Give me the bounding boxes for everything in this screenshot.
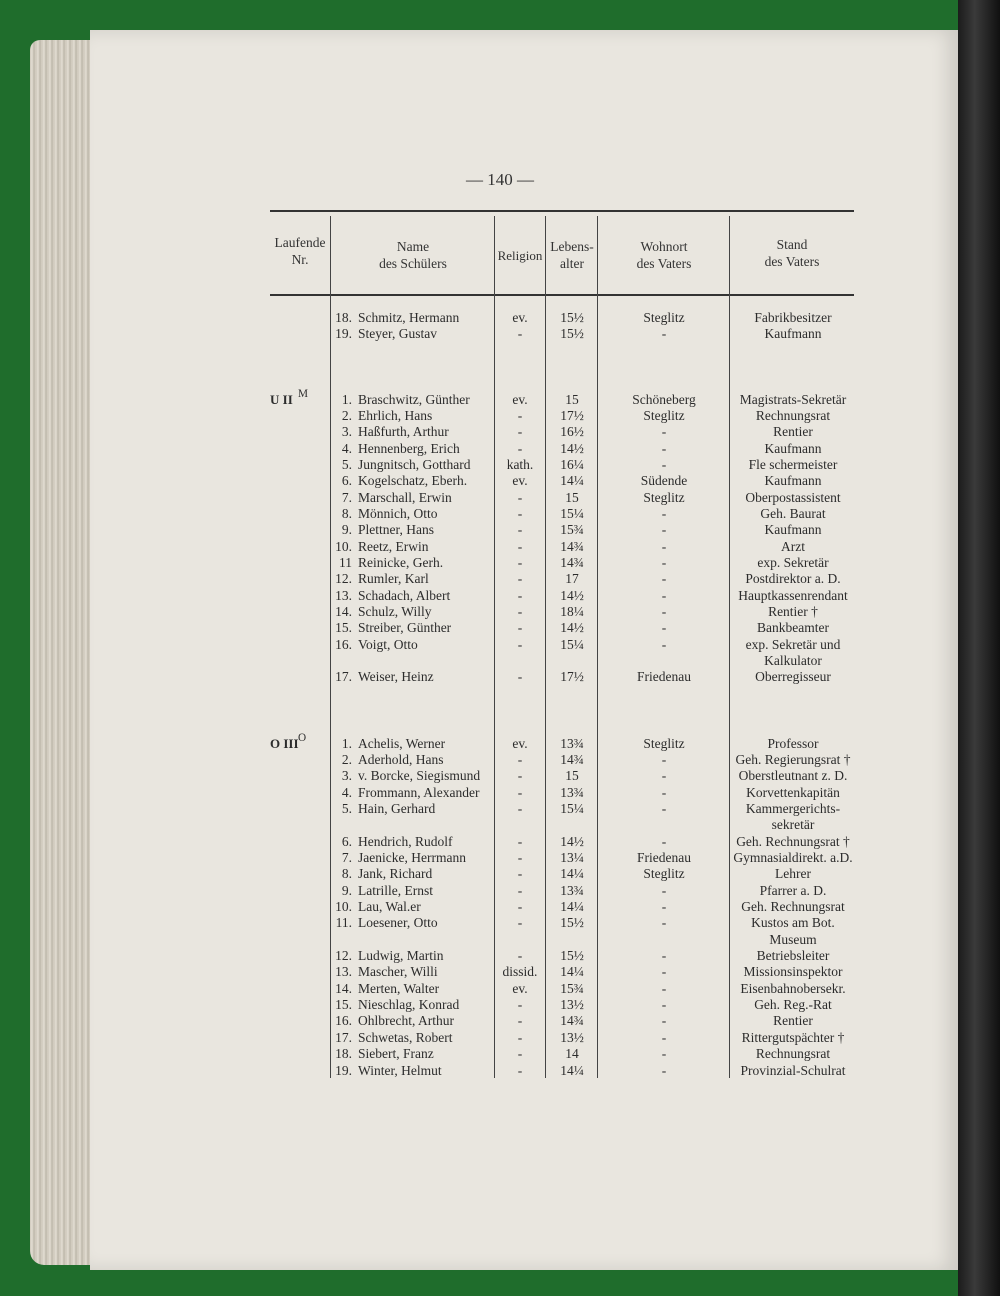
- cell-occupation: Lehrer: [775, 866, 811, 882]
- cell-religion: -: [517, 604, 523, 620]
- cell-name: Jaenicke, Herrmann: [358, 849, 466, 865]
- cell-residence: -: [661, 948, 667, 964]
- table-top-rule: [270, 210, 854, 212]
- cell-occupation: Fabrikbesitzer: [754, 310, 832, 325]
- table-row: [270, 1063, 854, 1080]
- cell-occupation: Pfarrer a. D.: [759, 882, 827, 898]
- header-religion: Religion: [497, 248, 543, 263]
- cell-age: 15: [565, 489, 579, 505]
- cell-name: Mascher, Willi: [358, 964, 438, 980]
- cell-nr: 9.: [341, 882, 352, 898]
- cell-nr: 1.: [341, 391, 352, 407]
- cell-residence: -: [661, 636, 667, 652]
- cell-nr: 18.: [335, 310, 352, 325]
- cell-residence: -: [661, 1046, 667, 1062]
- cell-age: 14½: [560, 587, 584, 603]
- table-row: [270, 588, 854, 605]
- cell-residence: -: [661, 800, 667, 816]
- cell-nr: 18.: [335, 1046, 352, 1062]
- table-row: [270, 457, 854, 474]
- cell-name: Ehrlich, Hans: [358, 407, 433, 423]
- cell-residence: -: [661, 915, 667, 931]
- cell-religion: -: [517, 882, 523, 898]
- cell-nr: 11: [339, 555, 352, 570]
- cell-age: 15: [565, 391, 579, 407]
- cell-name: Ohlbrecht, Arthur: [358, 1013, 454, 1029]
- cell-nr: 10.: [335, 899, 352, 914]
- cell-name: Schadach, Albert: [358, 587, 451, 603]
- cell-residence: -: [661, 604, 667, 620]
- cell-name: Hennenberg, Erich: [358, 440, 460, 456]
- table-row: [270, 866, 854, 883]
- cell-age: 14½: [560, 620, 584, 636]
- cell-religion: -: [517, 636, 523, 652]
- cell-religion: -: [517, 505, 523, 521]
- cell-age: 16½: [560, 424, 584, 440]
- cell-residence: -: [661, 784, 667, 800]
- cell-nr: 15.: [335, 620, 352, 636]
- table-row: [270, 506, 854, 523]
- table-row: [270, 604, 854, 621]
- cell-religion: -: [517, 1029, 523, 1045]
- table-row: [270, 817, 854, 834]
- cell-nr: 5.: [341, 800, 352, 816]
- cell-age: 13½: [560, 997, 584, 1013]
- cell-age: 17½: [560, 407, 584, 423]
- table-row: [270, 669, 854, 686]
- cell-age: 15: [565, 768, 579, 784]
- cell-religion: -: [517, 751, 523, 767]
- cell-age: 15¼: [560, 505, 584, 521]
- cell-residence: -: [661, 440, 667, 456]
- table-row: [270, 408, 854, 425]
- cell-residence: -: [661, 1062, 667, 1078]
- cell-residence: -: [661, 571, 667, 587]
- cell-occupation: Kaufmann: [764, 522, 822, 538]
- cell-nr: 11.: [335, 915, 352, 931]
- cell-nr: 2.: [341, 407, 352, 423]
- cell-nr: 15.: [335, 997, 352, 1013]
- cell-name: Steyer, Gustav: [358, 326, 437, 342]
- cell-nr: 17.: [335, 1029, 352, 1045]
- cell-occupation: Fle schermeister: [748, 456, 838, 472]
- table-row: [270, 571, 854, 588]
- cell-religion: -: [517, 833, 523, 849]
- cell-residence: Steglitz: [643, 489, 685, 505]
- cell-religion: -: [517, 915, 523, 931]
- cell-occupation: Betriebsleiter: [756, 948, 830, 964]
- cell-residence: -: [661, 899, 667, 914]
- cell-occupation: exp. Sekretär: [757, 555, 829, 570]
- table-row: [270, 424, 854, 441]
- cell-occupation: Hauptkassenrendant: [738, 587, 848, 603]
- cell-residence: -: [661, 522, 667, 538]
- cell-name: Hain, Gerhard: [358, 800, 436, 816]
- cell-name: Aderhold, Hans: [358, 751, 444, 767]
- cell-occupation: Oberpostassistent: [745, 489, 841, 505]
- cell-religion: dissid.: [502, 964, 538, 980]
- cell-occupation: Museum: [769, 931, 817, 947]
- table-row: [270, 555, 854, 572]
- cell-age: 13¼: [560, 849, 584, 865]
- table-row: [270, 522, 854, 539]
- cell-occupation: Provinzial-Schulrat: [740, 1062, 846, 1078]
- cell-nr: 8.: [341, 866, 352, 882]
- cell-age: 15¾: [560, 522, 584, 538]
- cell-name: Loesener, Otto: [358, 915, 438, 931]
- cell-nr: 19.: [335, 326, 352, 342]
- cell-age: 15½: [560, 915, 584, 931]
- cell-religion: -: [517, 1046, 523, 1062]
- student-table: [270, 210, 854, 1080]
- cell-age: 15½: [560, 948, 584, 964]
- table-row: [270, 964, 854, 981]
- cell-religion: ev.: [512, 980, 528, 996]
- cell-nr: 3.: [341, 768, 352, 784]
- table-header-rule: [270, 294, 854, 296]
- table-row: [270, 768, 854, 785]
- cell-nr: 12.: [335, 571, 352, 587]
- cell-occupation: Geh. Baurat: [760, 505, 826, 521]
- cell-occupation: Geh. Reg.-Rat: [754, 997, 832, 1013]
- cell-religion: kath.: [506, 456, 534, 472]
- table-row: [270, 752, 854, 769]
- cell-age: 14¼: [560, 473, 584, 489]
- cell-religion: -: [517, 1013, 523, 1029]
- cell-religion: -: [517, 489, 523, 505]
- cell-nr: 9.: [341, 522, 352, 538]
- cell-age: 13¾: [560, 784, 584, 800]
- cell-age: 14½: [560, 440, 584, 456]
- cell-religion: -: [517, 800, 523, 816]
- cell-occupation: Arzt: [781, 538, 805, 554]
- cell-nr: 14.: [335, 980, 352, 996]
- cell-age: 18¼: [560, 604, 584, 620]
- cell-name: Merten, Walter: [358, 980, 440, 996]
- header-nr: Laufende Nr.: [274, 235, 326, 267]
- cell-religion: -: [517, 587, 523, 603]
- cell-occupation: Kaufmann: [764, 440, 822, 456]
- cell-nr: 4.: [341, 784, 352, 800]
- cell-religion: ev.: [512, 735, 528, 751]
- cell-occupation: Postdirektor a. D.: [745, 571, 841, 587]
- cell-age: 15½: [560, 310, 584, 325]
- cell-name: Winter, Helmut: [358, 1062, 442, 1078]
- cell-name: Schulz, Willy: [358, 604, 432, 620]
- class-name: U II: [270, 391, 293, 407]
- table-row: [270, 981, 854, 998]
- cell-name: v. Borcke, Siegismund: [358, 768, 481, 784]
- cell-age: 13½: [560, 1029, 584, 1045]
- cell-nr: 4.: [341, 440, 352, 456]
- page-number: — 140 —: [466, 170, 534, 189]
- table-row: [270, 883, 854, 900]
- cell-nr: 7.: [341, 489, 352, 505]
- cell-nr: 12.: [335, 948, 352, 964]
- cell-religion: -: [517, 407, 523, 423]
- cell-name: Braschwitz, Günther: [358, 391, 470, 407]
- cell-occupation: Rentier: [773, 1013, 813, 1029]
- cell-religion: -: [517, 948, 523, 964]
- cell-name: Weiser, Heinz: [358, 669, 434, 685]
- cell-religion: -: [517, 997, 523, 1013]
- cell-religion: -: [517, 555, 523, 570]
- cell-residence: Steglitz: [643, 407, 685, 423]
- table-row: [270, 653, 854, 670]
- cell-occupation: Rechnungsrat: [755, 407, 831, 423]
- cell-occupation: Rittergutspächter †: [741, 1029, 845, 1045]
- table-row: [270, 948, 854, 965]
- cell-residence: -: [661, 833, 667, 849]
- cell-age: 15¼: [560, 800, 584, 816]
- header-residence: Wohnort des Vaters: [636, 239, 692, 271]
- cell-religion: -: [517, 424, 523, 440]
- cell-name: Latrille, Ernst: [358, 882, 433, 898]
- cell-age: 14½: [560, 833, 584, 849]
- cell-residence: -: [661, 555, 667, 570]
- cell-religion: -: [517, 440, 523, 456]
- cell-nr: 17.: [335, 669, 352, 685]
- cell-age: 17: [565, 571, 579, 587]
- table-row: [270, 899, 854, 916]
- table-row: [270, 915, 854, 932]
- cell-residence: Friedenau: [637, 849, 691, 865]
- cell-name: Jank, Richard: [358, 866, 433, 882]
- cell-occupation: Geh. Rechnungsrat: [741, 899, 845, 914]
- cell-nr: 2.: [341, 751, 352, 767]
- cell-name: Ludwig, Martin: [358, 948, 444, 964]
- cell-age: 14¾: [560, 538, 584, 554]
- table-row: [270, 801, 854, 818]
- cell-occupation: Rechnungsrat: [755, 1046, 831, 1062]
- cell-occupation: Kammergerichts-: [745, 800, 841, 816]
- cell-occupation: Rentier: [773, 424, 813, 440]
- cell-religion: -: [517, 326, 523, 342]
- cell-age: 14¼: [560, 866, 584, 882]
- cell-religion: -: [517, 899, 523, 914]
- cell-residence: -: [661, 768, 667, 784]
- cell-residence: Friedenau: [637, 669, 691, 685]
- cell-name: Achelis, Werner: [358, 735, 446, 751]
- cell-nr: 3.: [341, 424, 352, 440]
- table-row: [270, 1030, 854, 1047]
- cell-religion: -: [517, 768, 523, 784]
- cell-nr: 13.: [335, 587, 352, 603]
- cell-name: Marschall, Erwin: [358, 489, 452, 505]
- adjacent-page-edge: [958, 0, 1000, 1296]
- cell-name: Frommann, Alexander: [358, 784, 480, 800]
- cell-nr: 19.: [335, 1062, 352, 1078]
- cell-nr: 14.: [335, 604, 352, 620]
- cell-residence: Steglitz: [643, 735, 685, 751]
- cell-residence: Schöneberg: [632, 391, 696, 407]
- cell-name: Kogelschatz, Eberh.: [358, 473, 468, 489]
- cell-name: Hendrich, Rudolf: [358, 833, 453, 849]
- cell-religion: ev.: [512, 310, 528, 325]
- cell-occupation: Kaufmann: [764, 473, 822, 489]
- cell-residence: -: [661, 620, 667, 636]
- cell-occupation: exp. Sekretär und: [745, 636, 841, 652]
- cell-age: 13¾: [560, 882, 584, 898]
- table-row: [270, 785, 854, 802]
- cell-occupation: Missionsinspektor: [743, 964, 843, 980]
- cell-name: Plettner, Hans: [358, 522, 434, 538]
- cell-occupation: Kaufmann: [764, 326, 822, 342]
- cell-name: Lau, Wal.er: [358, 899, 421, 914]
- cell-nr: 5.: [341, 456, 352, 472]
- cell-residence: -: [661, 538, 667, 554]
- cell-religion: -: [517, 866, 523, 882]
- table-row: [270, 539, 854, 556]
- cell-residence: Südende: [640, 473, 688, 489]
- cell-residence: -: [661, 1029, 667, 1045]
- cell-occupation: Eisenbahnobersekr.: [740, 980, 846, 996]
- cell-nr: 8.: [341, 505, 352, 521]
- cell-occupation: Professor: [767, 735, 819, 751]
- cell-religion: -: [517, 669, 523, 685]
- cell-name: Streiber, Günther: [358, 620, 452, 636]
- cell-age: 15¼: [560, 636, 584, 652]
- table-row: [270, 1046, 854, 1063]
- cell-religion: -: [517, 571, 523, 587]
- cell-occupation: Oberregisseur: [755, 669, 831, 685]
- cell-religion: -: [517, 784, 523, 800]
- cell-religion: -: [517, 849, 523, 865]
- cell-residence: -: [661, 997, 667, 1013]
- cell-age: 14¼: [560, 899, 584, 914]
- cell-name: Haßfurth, Arthur: [358, 424, 449, 440]
- cell-nr: 6.: [341, 833, 352, 849]
- table-row: [270, 473, 854, 490]
- cell-name: Nieschlag, Konrad: [358, 997, 460, 1013]
- cell-religion: -: [517, 538, 523, 554]
- cell-religion: -: [517, 1062, 523, 1078]
- cell-residence: Steglitz: [643, 310, 685, 325]
- cell-occupation: Geh. Regierungsrat †: [735, 751, 851, 767]
- cell-religion: ev.: [512, 473, 528, 489]
- table-row: [270, 1013, 854, 1030]
- table-row: [270, 392, 854, 409]
- cell-residence: -: [661, 587, 667, 603]
- header-age: Lebens- alter: [550, 239, 594, 271]
- cell-name: Schwetas, Robert: [358, 1029, 453, 1045]
- cell-residence: -: [661, 505, 667, 521]
- cell-occupation: Kustos am Bot.: [751, 915, 835, 931]
- cell-religion: -: [517, 522, 523, 538]
- cell-age: 14¼: [560, 964, 584, 980]
- table-row: [270, 326, 854, 343]
- cell-residence: -: [661, 751, 667, 767]
- class-superscript: M: [298, 387, 309, 400]
- cell-nr: 7.: [341, 849, 352, 865]
- cell-nr: 1.: [341, 735, 352, 751]
- cell-age: 15½: [560, 326, 584, 342]
- cell-name: Schmitz, Hermann: [358, 310, 460, 325]
- cell-age: 13¾: [560, 735, 584, 751]
- cell-age: 14¾: [560, 1013, 584, 1029]
- table-row: [270, 620, 854, 637]
- cell-occupation: Oberstleutnant z. D.: [738, 768, 848, 784]
- cell-occupation: sekretär: [771, 817, 815, 833]
- header-occupation: Stand des Vaters: [764, 237, 820, 269]
- cell-occupation: Geh. Rechnungsrat †: [736, 833, 850, 849]
- cell-age: 17½: [560, 669, 584, 685]
- cell-name: Jungnitsch, Gotthard: [358, 456, 471, 472]
- cell-religion: ev.: [512, 391, 528, 407]
- cell-residence: -: [661, 326, 667, 342]
- table-row: [270, 997, 854, 1014]
- cell-residence: -: [661, 882, 667, 898]
- cell-name: Reetz, Erwin: [358, 538, 429, 554]
- cell-nr: 16.: [335, 636, 352, 652]
- cell-occupation: Rentier †: [768, 604, 818, 620]
- cell-occupation: Gymnasialdirekt. a.D.: [733, 849, 853, 865]
- cell-nr: 6.: [341, 473, 352, 489]
- table-row: [270, 932, 854, 949]
- cell-occupation: Korvettenkapitän: [746, 784, 840, 800]
- class-superscript: O: [298, 731, 307, 744]
- cell-name: Voigt, Otto: [358, 636, 418, 652]
- cell-nr: 10.: [335, 538, 352, 554]
- cell-age: 14¾: [560, 555, 584, 570]
- cell-age: 16¼: [560, 456, 584, 472]
- cell-age: 14¼: [560, 1062, 584, 1078]
- cell-occupation: Bankbeamter: [757, 620, 829, 636]
- table-row: [270, 834, 854, 851]
- table-row: [270, 441, 854, 458]
- cell-residence: -: [661, 1013, 667, 1029]
- cell-age: 14: [565, 1046, 579, 1062]
- cell-name: Rumler, Karl: [358, 571, 429, 587]
- cell-nr: 13.: [335, 964, 352, 980]
- cell-age: 14¾: [560, 751, 584, 767]
- table-row: [270, 637, 854, 654]
- table-row: [270, 850, 854, 867]
- cell-name: Siebert, Franz: [358, 1046, 434, 1062]
- cell-name: Mönnich, Otto: [358, 505, 438, 521]
- cell-nr: 16.: [335, 1013, 352, 1029]
- table-row: [270, 736, 854, 753]
- cell-residence: -: [661, 424, 667, 440]
- cell-residence: -: [661, 456, 667, 472]
- cell-residence: -: [661, 964, 667, 980]
- cell-name: Reinicke, Gerh.: [358, 555, 444, 570]
- cell-age: 15¾: [560, 980, 584, 996]
- cell-residence: Steglitz: [643, 866, 685, 882]
- table-row: [270, 310, 854, 327]
- class-name: O III: [270, 735, 299, 751]
- cell-religion: -: [517, 620, 523, 636]
- table-row: [270, 490, 854, 507]
- cell-residence: -: [661, 980, 667, 996]
- cell-occupation: Kalkulator: [764, 653, 822, 669]
- cell-occupation: Magistrats-Sekretär: [739, 391, 847, 407]
- header-name: Name des Schülers: [379, 239, 447, 271]
